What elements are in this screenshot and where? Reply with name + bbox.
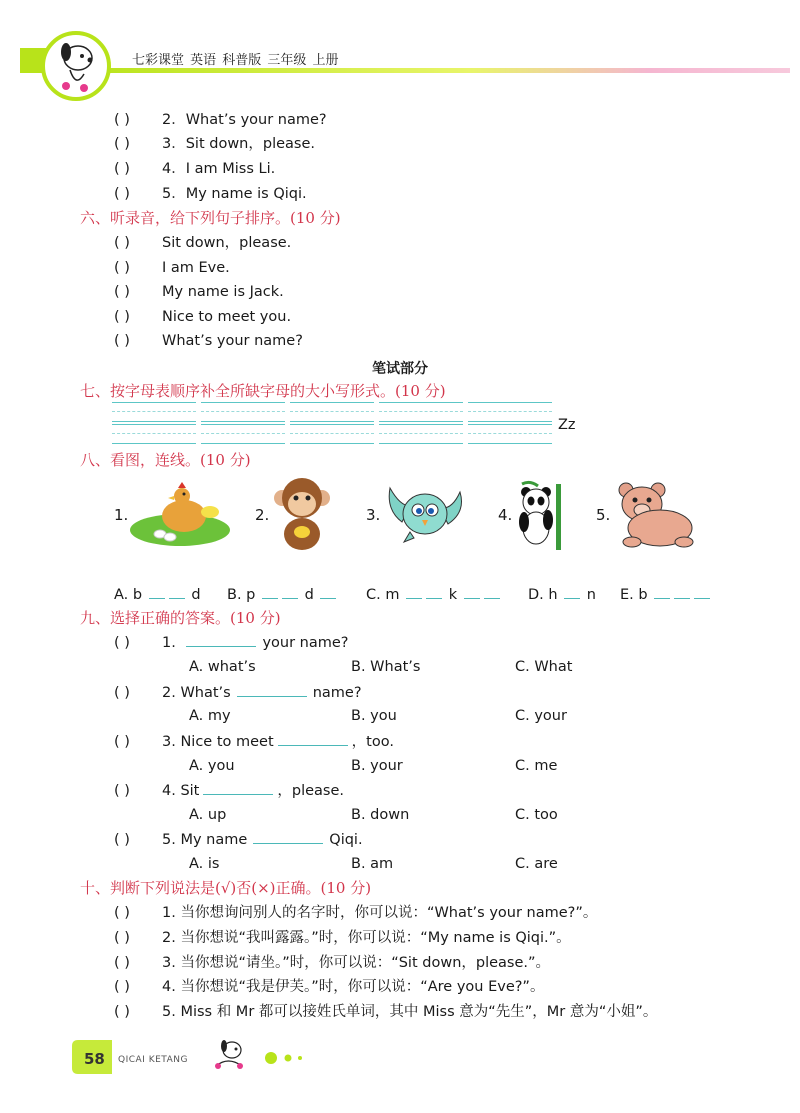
word-letter: d [304, 587, 314, 603]
letter-blank[interactable] [282, 586, 298, 599]
option-c[interactable]: C. your [515, 708, 567, 724]
list-item [114, 332, 303, 350]
dog-mascot-footer-icon [208, 1036, 250, 1070]
letter-blank[interactable] [654, 586, 670, 599]
panda-icon[interactable] [512, 478, 568, 550]
word-letter: k [448, 587, 458, 603]
option-c[interactable]: C. me [515, 758, 558, 774]
list-item [114, 308, 291, 326]
item-text: 3. 当你想说“请坐。”时，你可以说：“Sit down，please.”。 [162, 955, 551, 971]
item-text: What’s your name? [162, 333, 303, 349]
answer-paren[interactable]: ( ) [114, 905, 130, 921]
item-text: Nice to meet you. [162, 309, 292, 325]
section-8-title: 八、看图，连线。(10 分) [80, 451, 251, 469]
option-b[interactable]: B. am [351, 856, 394, 872]
letter-writing-line[interactable] [468, 402, 552, 422]
answer-paren[interactable]: ( ) [114, 1004, 130, 1020]
letter-blank[interactable] [262, 586, 278, 599]
question-text: ，too. [351, 734, 394, 750]
question-row [114, 830, 363, 849]
answer-paren[interactable]: ( ) [114, 783, 130, 799]
match-word-e [620, 586, 712, 603]
header-title: 七彩课堂 英语 科普版 三年级 上册 [132, 53, 339, 68]
letter-blank[interactable] [320, 586, 336, 599]
item-text: 3．Sit down，please. [162, 136, 316, 152]
answer-blank[interactable] [237, 683, 307, 697]
letter-writing-line[interactable] [290, 402, 374, 422]
option-b[interactable]: B. down [351, 807, 410, 823]
decorative-dots-icon [264, 1050, 314, 1066]
answer-paren[interactable]: ( ) [114, 136, 130, 152]
bird-icon[interactable] [380, 476, 470, 550]
list-item [114, 283, 284, 301]
option-a[interactable]: A. my [189, 708, 231, 724]
word-prefix: A. b [114, 587, 143, 603]
question-number: 4. [162, 783, 176, 799]
letter-writing-line[interactable] [379, 402, 463, 422]
word-prefix: E. b [620, 587, 648, 603]
answer-paren[interactable]: ( ) [114, 260, 130, 276]
picture-label: 2. [255, 506, 270, 524]
answer-paren[interactable]: ( ) [114, 955, 130, 971]
option-a[interactable]: A. you [189, 758, 235, 774]
picture-label: 1. [114, 506, 129, 524]
question-row [114, 781, 344, 800]
word-letter: d [191, 587, 201, 603]
letter-blank[interactable] [406, 586, 422, 599]
letter-blank[interactable] [426, 586, 442, 599]
item-text: 2．What’s your name? [162, 112, 327, 128]
item-text: 4．I am Miss Li. [162, 161, 276, 177]
question-number: 3. [162, 734, 176, 750]
option-c[interactable]: C. too [515, 807, 558, 823]
question-row [114, 732, 394, 751]
letter-writing-line[interactable] [468, 424, 552, 444]
list-item [114, 1003, 657, 1021]
list-item [114, 135, 315, 153]
word-prefix: C. m [366, 587, 400, 603]
list-item [114, 160, 275, 178]
question-text: name? [312, 685, 362, 701]
match-word-c [366, 586, 502, 603]
word-prefix: B. p [227, 587, 256, 603]
option-b[interactable]: B. What’s [351, 659, 421, 675]
page-number: 58 [84, 1050, 105, 1068]
option-b[interactable]: B. your [351, 758, 403, 774]
monkey-icon[interactable] [270, 472, 334, 554]
answer-paren[interactable]: ( ) [114, 734, 130, 750]
answer-paren[interactable]: ( ) [114, 309, 130, 325]
list-item [114, 111, 327, 129]
picture-label: 5. [596, 506, 611, 524]
list-item [114, 185, 307, 203]
bear-icon[interactable] [612, 478, 696, 548]
question-number: 5. [162, 832, 176, 848]
letter-blank[interactable] [674, 586, 690, 599]
answer-paren[interactable]: ( ) [114, 284, 130, 300]
letter-writing-line[interactable] [112, 424, 196, 444]
answer-paren[interactable]: ( ) [114, 832, 130, 848]
list-item [114, 929, 571, 947]
letter-blank[interactable] [484, 586, 500, 599]
hen-icon[interactable] [128, 478, 232, 548]
item-text: 5．My name is Qiqi. [162, 186, 307, 202]
footer-brand: QICAI KETANG [118, 1055, 188, 1065]
option-c[interactable]: C. What [515, 659, 573, 675]
list-item [114, 954, 550, 972]
letter-blank[interactable] [694, 586, 710, 599]
answer-paren[interactable]: ( ) [114, 333, 130, 349]
item-text: Sit down，please. [162, 235, 292, 251]
option-a[interactable]: A. up [189, 807, 227, 823]
answer-paren[interactable]: ( ) [114, 930, 130, 946]
answer-blank[interactable] [186, 633, 256, 647]
option-c[interactable]: C. are [515, 856, 558, 872]
option-b[interactable]: B. you [351, 708, 397, 724]
question-text: ，please. [277, 783, 344, 799]
item-text: My name is Jack. [162, 284, 284, 300]
question-row [114, 683, 362, 702]
section-7-title: 七、按字母表顺序补全所缺字母的大小写形式。(10 分) [80, 382, 446, 400]
answer-paren[interactable]: ( ) [114, 112, 130, 128]
answer-paren[interactable]: ( ) [114, 685, 130, 701]
list-item [114, 978, 544, 996]
question-text: Sit [180, 783, 200, 799]
answer-blank[interactable] [278, 732, 348, 746]
letter-writing-line[interactable] [201, 424, 285, 444]
dog-mascot-icon [40, 30, 112, 102]
picture-label: 4. [498, 506, 513, 524]
question-text: My name [180, 832, 248, 848]
letter-blank[interactable] [169, 586, 185, 599]
word-prefix: D. h [528, 587, 558, 603]
option-a[interactable]: A. what’s [189, 659, 256, 675]
question-text: your name? [262, 635, 349, 651]
item-text: I am Eve. [162, 260, 230, 276]
answer-paren[interactable]: ( ) [114, 635, 130, 651]
match-word-a [114, 586, 201, 603]
end-letter: Zz [558, 417, 576, 433]
answer-paren[interactable]: ( ) [114, 979, 130, 995]
picture-label: 3. [366, 506, 381, 524]
answer-paren[interactable]: ( ) [114, 186, 130, 202]
answer-paren[interactable]: ( ) [114, 235, 130, 251]
item-text: 1. 当你想询问别人的名字时，你可以说：“What’s your name?”。 [162, 905, 598, 921]
letter-writing-line[interactable] [290, 424, 374, 444]
question-text: Nice to meet [180, 734, 274, 750]
list-item [114, 234, 291, 252]
section-9-title: 九、选择正确的答案。(10 分) [80, 609, 281, 627]
question-text: What’s [180, 685, 231, 701]
question-row [114, 633, 348, 652]
question-number: 2. [162, 685, 176, 701]
question-text: Qiqi. [329, 832, 363, 848]
written-part-heading: 笔试部分 [372, 361, 428, 377]
list-item [114, 259, 230, 277]
match-word-b [227, 586, 338, 603]
list-item [114, 904, 597, 922]
word-letter: n [586, 587, 596, 603]
section-6-title: 六、听录音，给下列句子排序。(10 分) [80, 209, 341, 227]
letter-writing-line[interactable] [201, 402, 285, 422]
letter-writing-line[interactable] [112, 402, 196, 422]
answer-paren[interactable]: ( ) [114, 161, 130, 177]
match-word-d [528, 586, 596, 603]
answer-blank[interactable] [203, 781, 273, 795]
section-10-title: 十、判断下列说法是(√)否(×)正确。(10 分) [80, 879, 372, 897]
letter-blank[interactable] [464, 586, 480, 599]
letter-blank[interactable] [564, 586, 580, 599]
question-number: 1. [162, 635, 176, 651]
option-a[interactable]: A. is [189, 856, 220, 872]
item-text: 5. Miss 和 Mr 都可以接姓氏单词，其中 Miss 意为“先生”，Mr 意为“小姐”。 [162, 1004, 658, 1020]
item-text: 4. 当你想说“我是伊芙。”时，你可以说：“Are you Eve?”。 [162, 979, 545, 995]
letter-blank[interactable] [149, 586, 165, 599]
letter-writing-line[interactable] [379, 424, 463, 444]
answer-blank[interactable] [253, 830, 323, 844]
item-text: 2. 当你想说“我叫露露。”时，你可以说：“My name is Qiqi.”。 [162, 930, 571, 946]
